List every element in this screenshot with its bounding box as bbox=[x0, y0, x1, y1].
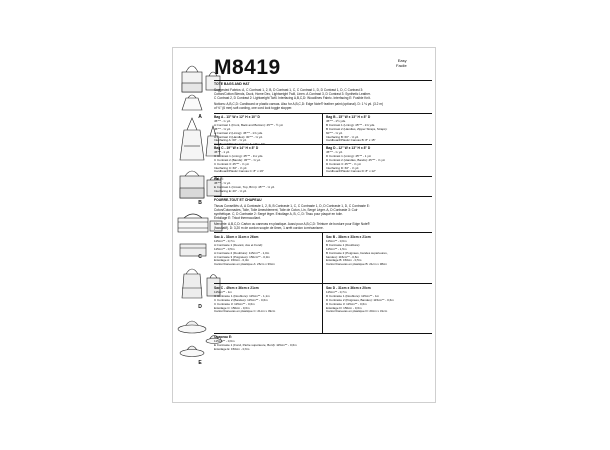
view-letter-a: A bbox=[198, 114, 202, 120]
hat-e-illustration bbox=[178, 321, 206, 357]
english-fabrics: Suggested Fabrics: A, C Contrast 1, 2, B, D Contrast 1, C, C Contrast 1, D, D Contrast 1, D, C Contrast 3: Cotton/Cotton Blends, Duck, Home Dec, Lightweight Twill, Linen. A Contrast 3, D Contrast 3: Synthetic Leather. C Contrast 2, D Contrast 2: Lightweight Twill. Interfacing A,B,C,D: Woodlines Fabric. Interfacing E: Fusible Knit. bbox=[214, 88, 371, 100]
bag-c-requirements: Bag C - 19" W x 14" H x 8" D 45"** - 1 yd. C Contrast 1 (Lining): 45"** - 1⅛ yds. C Contrast 2 (Bands): 45"** - ⅝ yd. C Contrast 3: 45"** - ⅝ yd. Interfacing C: 60" - ⅝ yd. Cardboard/Plastic Canvas C: 8" x 19" bbox=[214, 146, 264, 174]
french-notions: Mercerie: A,B,C,D: Carton ou canevas en plastique. Aussi pour A,B,C,D: Teinture de bordure pour Edge Note® (facultatif). D: 3,20 m de cordon souple de 6mm, 1 arrêt cordon à mécanisme. bbox=[214, 222, 370, 230]
bag-a-side-illustration bbox=[182, 95, 202, 110]
sac-a-requirements: Sac A - 33cm x 31cm x 26cm 115cm** - 0,7m A Contraste 1 (Devant, dos et Fond): 115cm** - 0,5m A Contraste 2 (Doublure): 115cm** - 1,0m A Contraste 3 (Poignées): 150cm** - 0,3m Entoilage A: 150cm - 0,3m Carton/Canevas en plastique A: 26cm x 36cm bbox=[214, 235, 275, 267]
french-section-title: FOURRE-TOUT ET CHAPEAU bbox=[214, 198, 262, 202]
bag-d-requirements: Bag D - 12" W x 13" H x 8" D 45"** - ¾ yd. D Contrast 1 (Lining): 45"** - 1 yd. D Contrast 2 (Handles, Bands): 45"** - ⅝ yd. D Contrast 3: 45"** - ⅝ yd. Interfacing D: 60" - ⅝ yd. Cardboard/Plastic Canvas D: 8" x 12" bbox=[326, 146, 386, 174]
section-divider bbox=[214, 113, 432, 114]
pattern-number: M8419 bbox=[214, 56, 281, 79]
sac-d-requirements: Sac D - 31cm x 36cm x 20cm 115cm** - 0,7m D Contraste 1 (Doublure): 115cm** - 1m D Contraste 2 (Poignées, Bandes): 115cm** - 0,6m D Contraste 3: 115cm** - 0,6m Entoilage D: 150cm - 0,6m Carton/Canevas en plastique D: 20cm x 31cm bbox=[326, 286, 394, 314]
view-letter-c: C bbox=[198, 254, 202, 260]
bag-a-front-illustration bbox=[182, 66, 202, 92]
view-letter-b: B bbox=[198, 200, 202, 206]
section-divider bbox=[214, 232, 432, 233]
row-divider bbox=[214, 176, 432, 177]
row-divider bbox=[214, 333, 432, 334]
bag-b-requirements: Bag B - 15" W x 13" H x 8" D 45"** - 1½ yds. B Contrast 1 (Lining): 45"** - 1⅝ yds. B Contrast 2 (Handles, Zipper Straps, Straps): 60"** - ⅝ yd. Interfacing B: 60" - ⅝ yd. Cardboard/Plastic Canvas B: 8" x 15" bbox=[326, 115, 388, 143]
level-french: Facile bbox=[396, 63, 407, 68]
bag-b-illustration bbox=[180, 171, 204, 198]
hat-e-requirements: Hat E: 45"** - ⅝ yd. E Contrast 1 (Crown, Top, Brim): 45"** - ⅝ yd. Interfacing E: 20" - ⅝ yd. bbox=[214, 177, 275, 193]
view-letter-d: D bbox=[198, 304, 202, 310]
column-divider bbox=[322, 114, 323, 176]
section-divider bbox=[214, 80, 432, 81]
english-section-title: TOTE BAGS AND HAT bbox=[214, 82, 250, 86]
french-fabrics: Tissus Conseillés: A, A Contraste 1, 2, B, B Contraste 1, C, C Contraste 1, D, D Contraste 1, D, C Contraste E: Coton/Cotonnades, Toile, Toile Ameublement, Toile de Coton, Lin, Sergé Léger. A, D Contraste 3: Cuir synthétique. C, D Contraste 2: Sergé léger. Entoilage A, B, C, D: Tissu pour plaqué en toile. Entoilage E: Tricot thermocollant. bbox=[214, 204, 370, 220]
bag-a-tote-illustration bbox=[180, 118, 204, 160]
english-notions: Notions: A,B,C,D: Cardboard or plastic canvas. Also for A,B,C,D: Edge Note® leather paint (optional). D: 1 ⅛ yd. (3.2 m) of ⅛" (6 mm) soft cording, one cord lock toggle stopper. bbox=[214, 102, 384, 110]
difficulty-level bbox=[396, 58, 407, 68]
bag-a-requirements: Bag A - 13" W x 12" H x 10" D 45"** - ¾ yd. A Contrast 1 (Front, Back and Bottom): 45"** - ½ yd. 45"** - ⅝ yd. A Contrast 2 (Lining): 45"** - 1⅝ yds. A Contrast 3 (Handles): 30"** - ⅝ yd. Interfacing A: 60" - ⅝ yd. Cardboard/Plastic Canvas A: 10" x 16" bbox=[214, 115, 284, 147]
view-letter-e: E bbox=[198, 360, 202, 366]
section-divider bbox=[214, 196, 432, 197]
level-english: Easy bbox=[397, 58, 407, 63]
bag-d-illustration bbox=[182, 269, 202, 298]
sac-c-requirements: Sac C - 49cm x 36cm x 21cm 115cm** - 1m C Contraste 1 (Doublure): 115cm** - 1,1m C Contraste 2 (Bandes): 115cm** - 0,6m C Contraste 3: 115cm** - 0,6m Entoilage C: 150cm - 0,6m Carton/Canevas en plastique C: 21cm x 49cm bbox=[214, 286, 276, 314]
chapeau-e-requirements: Chapeau E: 115cm** - 0,6m E Contraste 1 (Fond, Partie supérieure, Bord): 115cm** - 0,6m Entoilage E: 150cm - 0,6m bbox=[214, 335, 297, 351]
sac-b-requirements: Sac B - 38cm x 33cm x 21cm 115cm** - 0,6m B Contraste 1 (Doublure): 115cm** - 1,5m B Contraste 2 (Poignées, bandes supérieures, bandes): 115cm** - 0,6m Entoilage B: 150cm - 0,5m Carton/Canevas en plastique B: 21cm x 38cm bbox=[326, 235, 388, 267]
row-divider bbox=[214, 283, 432, 284]
bag-c-illustration bbox=[178, 214, 208, 232]
